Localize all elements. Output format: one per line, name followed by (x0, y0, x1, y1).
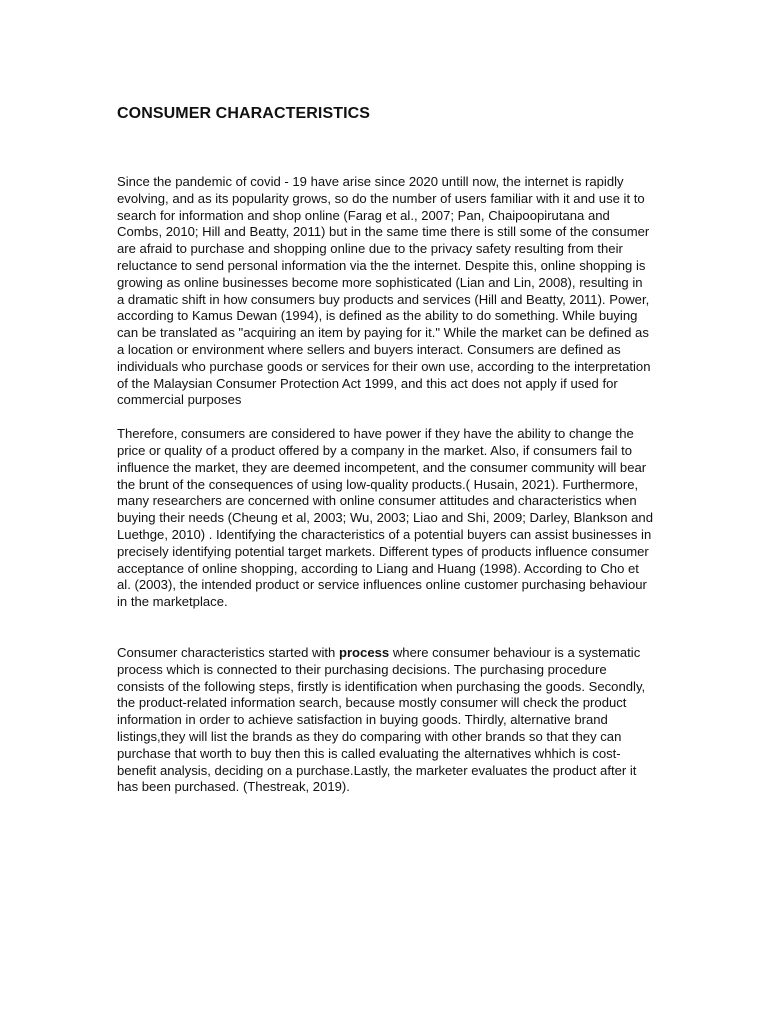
paragraph-3-lead: Consumer characteristics started with (117, 644, 339, 660)
paragraph-3-rest: where consumer behaviour is a systematic process which is connected to their purchasing decisions. The purchasing procedure consists of the following steps, firstly is identification when purchasing the goods. Secondly, the product-related information search, because mostly consumer will check the product information in order to achieve satisfaction in buying goods. Thirdly, alternative brand listings,they will list the brands as they do comparing with other brands so that they can purchase that worth to buy then this is called evaluating the alternatives whhich is cost-benefit analysis, deciding on a purchase.Lastly, the marketer evaluates the product after it has been purchased. (Thestreak, 2019). (117, 644, 646, 795)
page-title: CONSUMER CHARACTERISTICS (117, 105, 371, 122)
paragraph-3 (117, 645, 653, 796)
paragraph-3-keyword: process (338, 644, 390, 660)
paragraph-2: Therefore, consumers are considered to have power if they have the ability to change the price or quality of a product offered by a company in the market. Also, if consumers fail to influence the market, they are deemed incompetent, and the consumer community will bear the brunt of the consequences of using low-quality products.( Husain, 2021). Furthermore, many researchers are concerned with online consumer attitudes and characteristics when buying their needs (Cheung et al, 2003; Wu, 2003; Liao and Shi, 2009; Darley, Blankson and Luethge, 2010) . Identifying the characteristics of a potential buyers can assist businesses in precisely identifying potential target markets. Different types of products influence consumer acceptance of online shopping, according to Liang and Huang (1998). According to Cho et al. (2003), the intended product or service influences online customer purchasing behaviour in the marketplace. (117, 426, 653, 610)
paragraph-1: Since the pandemic of covid - 19 have arise since 2020 untill now, the internet is rapidly evolving, and as its popularity grows, so do the number of users familiar with it and use it to search for information and shop online (Farag et al., 2007; Pan, Chaipoopirutana and Combs, 2010; Hill and Beatty, 2011) but in the same time there is still some of the consumer are afraid to purchase and shopping online due to the privacy safety resulting from their reluctance to send personal information via the the internet. Despite this, online shopping is growing as online businesses become more sophisticated (Lian and Lin, 2008), resulting in a dramatic shift in how consumers buy products and services (Hill and Beatty, 2011). Power, according to Kamus Dewan (1994), is defined as the ability to do something. While buying can be translated as "acquiring an item by paying for it." While the market can be defined as a location or environment where sellers and buyers interact. Consumers are defined as individuals who purchase goods or services for their own use, according to the interpretation of the Malaysian Consumer Protection Act 1999, and this act does not apply if used for commercial purposes (117, 174, 651, 408)
